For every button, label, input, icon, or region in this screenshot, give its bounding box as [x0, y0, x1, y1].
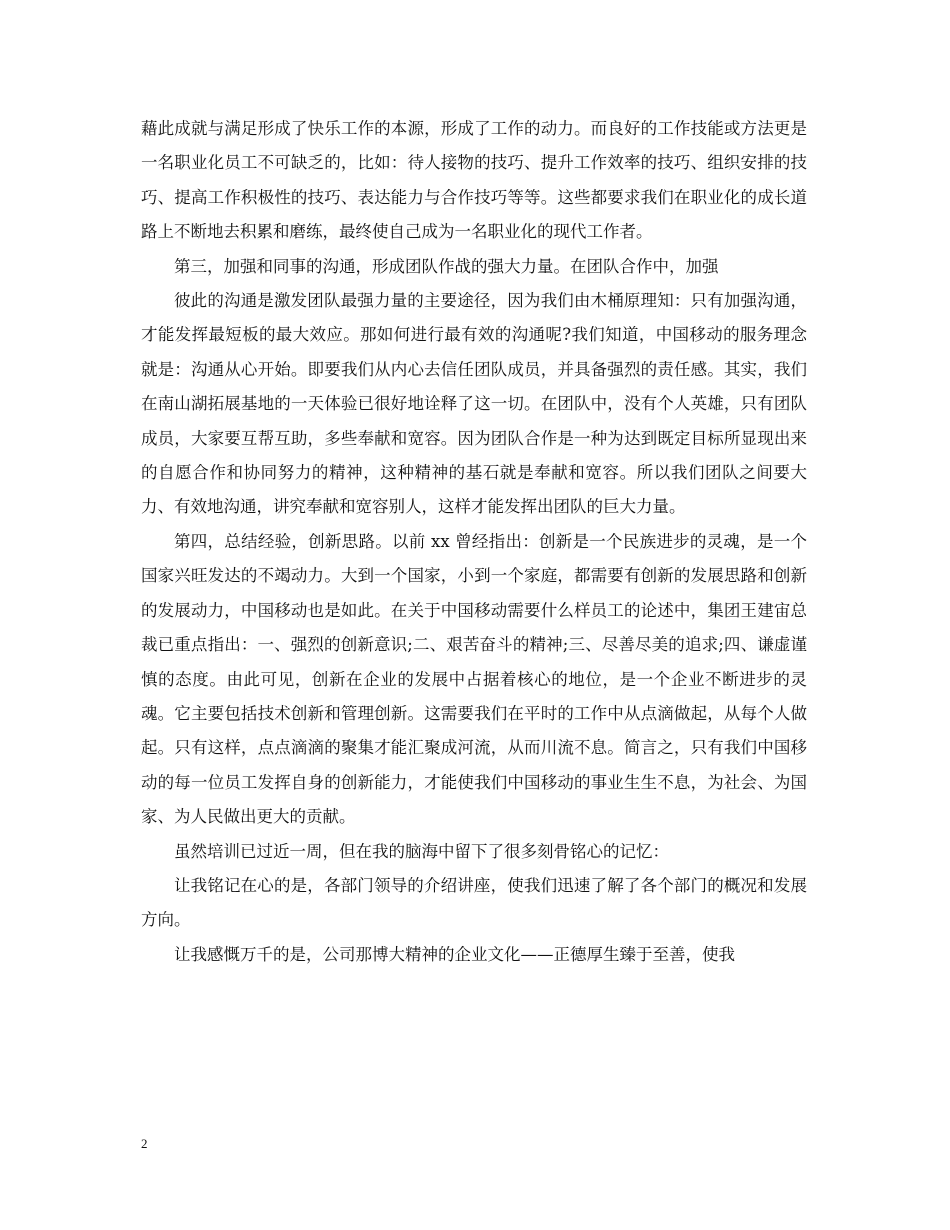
paragraph: 让我铭记在心的是，各部门领导的介绍讲座，使我们迅速了解了各个部门的概况和发展方向。 — [141, 875, 807, 930]
page-number: 2 — [141, 1136, 148, 1151]
paragraph: 彼此的沟通是激发团队最强力量的主要途径，因为我们由木桶原理知：只有加强沟通，才能发挥最短板的最大效应。那如何进行最有效的沟通呢?我们知道，中国移动的服务理念就是：沟通从心开始。即要我们从内心去信任团队成员，并具备强烈的责任感。其实，我们在南山湖拓展基地的一天体验已很好地诠释了这一切。在团队中，没有个人英雄，只有团队成员，大家要互帮互助，多些奉献和宽容。因为团队合作是一种为达到既定目标所显现出来的自愿合作和协同努力的精神，这种精神的基石就是奉献和宽容。所以我们团队之间要大力、有效地沟通，讲究奉献和宽容别人，这样才能发挥出团队的巨大力量。 — [141, 291, 807, 517]
body-text — [141, 112, 807, 972]
paragraph: 让我感慨万千的是，公司那博大精神的企业文化——正德厚生臻于至善，使我 — [174, 944, 735, 964]
paragraph: 虽然培训已过近一周，但在我的脑海中留下了很多刻骨铭心的记忆： — [174, 841, 669, 861]
paragraph: 第三，加强和同事的沟通，形成团队作战的强大力量。在团队合作中，加强 — [174, 256, 719, 276]
paragraph: 第四，总结经验，创新思路。以前 xx 曾经指出：创新是一个民族进步的灵魂，是一个国家兴旺发达的不竭动力。大到一个国家，小到一个家庭，都需要有创新的发展思路和创新的发展动力，中国移动也是如此。在关于中国移动需要什么样员工的论述中，集团王建宙总裁已重点指出：一、强烈的创新意识;二、艰苦奋斗的精神;三、尽善尽美的追求;四、谦虚谨慎的态度。由此可见，创新在企业的发展中占据着核心的地位，是一个企业不断进步的灵魂。它主要包括技术创新和管理创新。这需要我们在平时的工作中从点滴做起，从每个人做起。只有这样，点点滴滴的聚集才能汇聚成河流，从而川流不息。简言之，只有我们中国移动的每一位员工发挥自身的创新能力，才能使我们中国移动的事业生生不息，为社会、为国家、为人民做出更大的贡献。 — [141, 531, 807, 827]
paragraph: 藉此成就与满足形成了快乐工作的本源，形成了工作的动力。而良好的工作技能或方法更是一名职业化员工不可缺乏的，比如：待人接物的技巧、提升工作效率的技巧、组织安排的技巧、提高工作积极性的技巧、表达能力与合作技巧等等。这些都要求我们在职业化的成长道路上不断地去积累和磨练，最终使自己成为一名职业化的现代工作者。 — [141, 119, 807, 242]
